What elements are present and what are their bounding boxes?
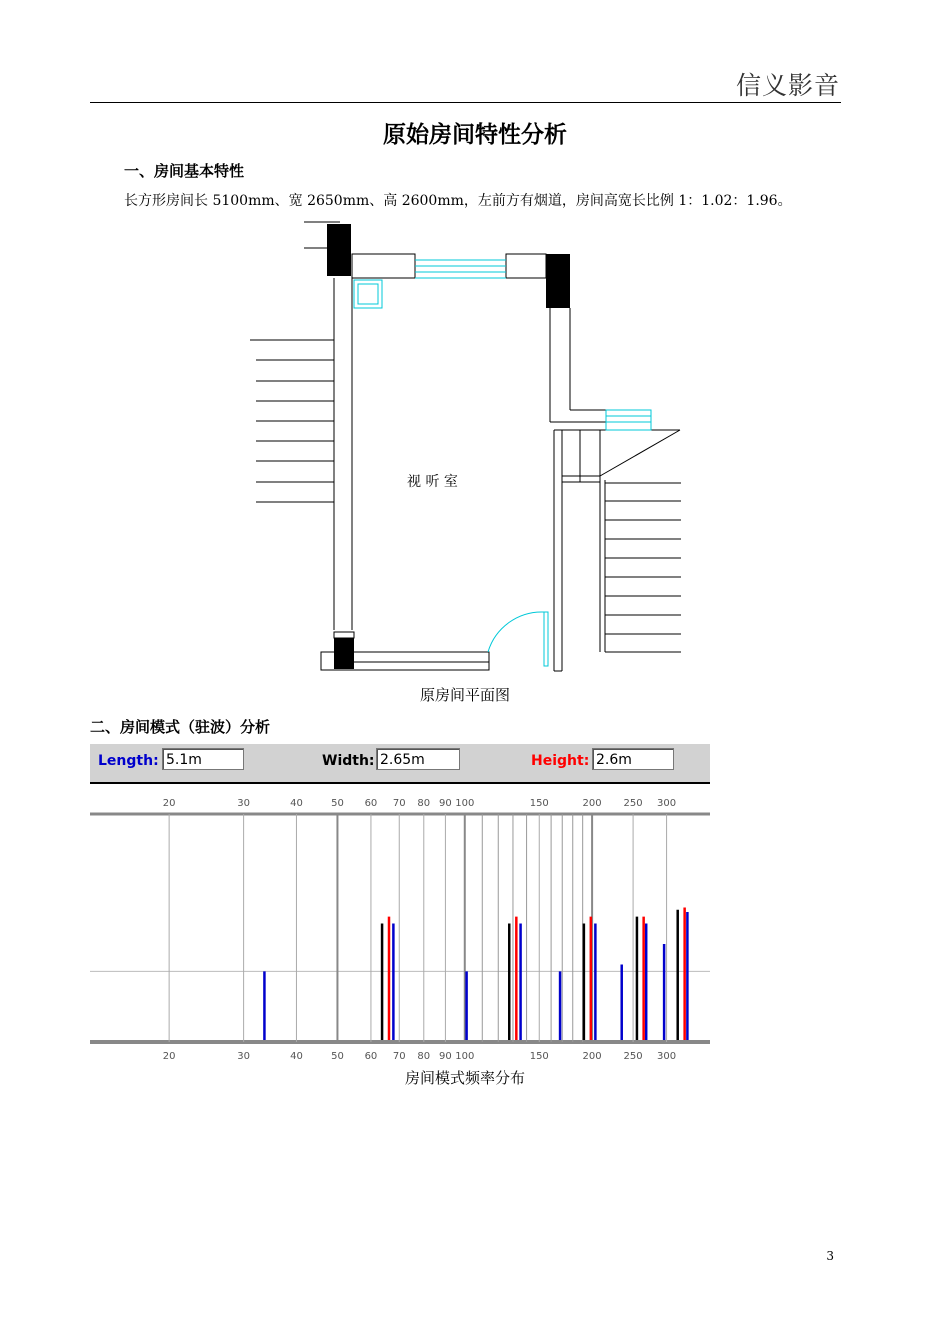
x-tick-label-top: 200 bbox=[582, 798, 602, 809]
plan-door-swing bbox=[488, 612, 544, 652]
plan-caption: 原房间平面图 bbox=[419, 686, 510, 704]
x-tick-label-top: 250 bbox=[623, 798, 643, 809]
x-tick-label-top: 30 bbox=[237, 798, 250, 809]
x-tick-label-bottom: 200 bbox=[582, 1051, 602, 1062]
plan-wall bbox=[352, 254, 415, 278]
x-tick-label-bottom: 50 bbox=[331, 1051, 344, 1062]
plan-room-label: 视 听 室 bbox=[407, 474, 458, 490]
page-title: 原始房间特性分析 bbox=[383, 122, 567, 148]
x-tick-label-bottom: 300 bbox=[657, 1051, 677, 1062]
plan-door-leaf bbox=[544, 612, 548, 666]
brand-name: 信义影音 bbox=[735, 71, 840, 100]
plan-shaft bbox=[562, 430, 600, 482]
plan-column-cap bbox=[334, 632, 354, 638]
x-tick-label-bottom: 60 bbox=[364, 1051, 378, 1062]
page-number: 3 bbox=[826, 1249, 834, 1263]
x-tick-label-top: 50 bbox=[331, 798, 344, 809]
x-tick-label-top: 40 bbox=[290, 798, 303, 809]
x-tick-label-top: 100 bbox=[455, 798, 475, 809]
plan-stair-diagonal bbox=[600, 430, 680, 476]
header-rule bbox=[90, 102, 841, 103]
mode-chart bbox=[90, 784, 710, 1062]
plan-column bbox=[327, 224, 351, 276]
x-tick-label-bottom: 250 bbox=[623, 1051, 643, 1062]
plan-flue bbox=[358, 284, 378, 304]
x-tick-label-bottom: 150 bbox=[529, 1051, 549, 1062]
x-tick-label-bottom: 70 bbox=[392, 1051, 406, 1062]
x-tick-label-bottom: 20 bbox=[162, 1051, 176, 1062]
section2-heading: 二、房间模式（驻波）分析 bbox=[90, 718, 271, 736]
section1-text: 长方形房间长 5100mm、宽 2650mm、高 2600mm，左前方有烟道，房间高宽长比例 1：1.02：1.96。 bbox=[124, 193, 792, 209]
chart-caption: 房间模式频率分布 bbox=[404, 1069, 525, 1087]
width-label: Width: bbox=[322, 753, 375, 769]
x-tick-label-top: 300 bbox=[657, 798, 677, 809]
plan-column bbox=[546, 254, 570, 308]
mode-toolbar bbox=[90, 744, 710, 784]
length-label: Length: bbox=[98, 753, 159, 769]
room-mode-calculator bbox=[90, 744, 710, 1062]
floor-plan bbox=[240, 218, 690, 678]
x-tick-label-top: 70 bbox=[392, 798, 406, 809]
x-tick-label-bottom: 80 bbox=[417, 1051, 431, 1062]
x-tick-label-bottom: 30 bbox=[237, 1051, 250, 1062]
x-tick-label-top: 20 bbox=[162, 798, 176, 809]
plan-window bbox=[606, 410, 651, 430]
plan-wall bbox=[506, 254, 546, 278]
width-input[interactable]: 2.65m bbox=[376, 748, 460, 770]
x-tick-label-top: 150 bbox=[529, 798, 549, 809]
height-input[interactable]: 2.6m bbox=[592, 748, 674, 770]
x-tick-label-top: 90 bbox=[439, 798, 452, 809]
height-label: Height: bbox=[531, 753, 590, 769]
x-tick-label-bottom: 40 bbox=[290, 1051, 303, 1062]
x-tick-label-top: 80 bbox=[417, 798, 431, 809]
x-tick-label-top: 60 bbox=[364, 798, 378, 809]
section1-heading: 一、房间基本特性 bbox=[124, 162, 245, 180]
x-tick-label-bottom: 100 bbox=[455, 1051, 475, 1062]
x-tick-label-bottom: 90 bbox=[439, 1051, 452, 1062]
length-input[interactable]: 5.1m bbox=[162, 748, 244, 770]
